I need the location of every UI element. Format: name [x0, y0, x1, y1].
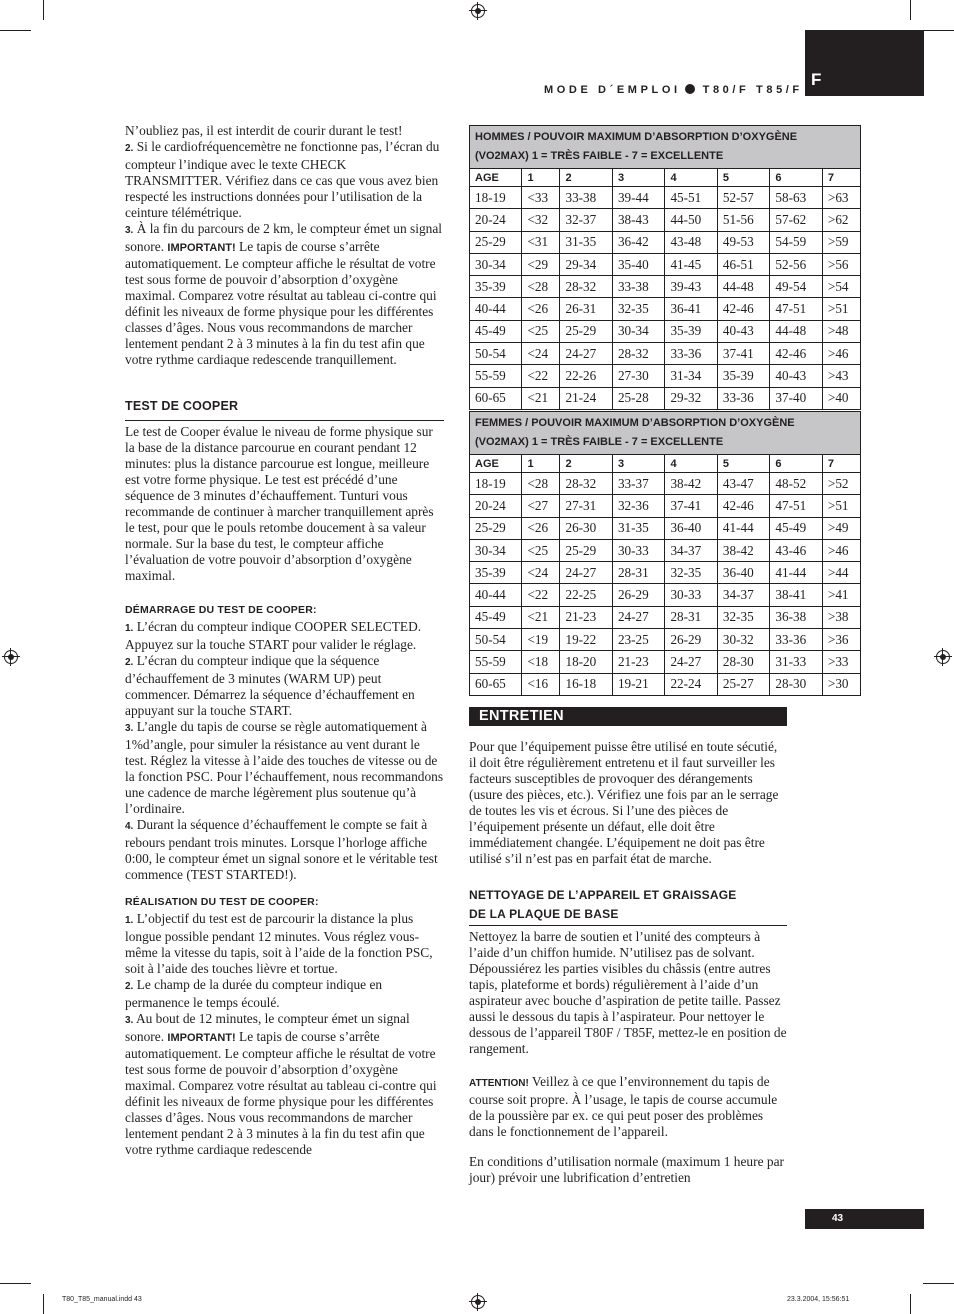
- table-cell: 47-51: [770, 495, 822, 517]
- table-cell: 22-26: [560, 365, 612, 387]
- table-cell: 41-44: [770, 562, 822, 584]
- table-cell: 30-34: [470, 253, 522, 275]
- table-cell: 43-47: [717, 473, 769, 495]
- attention-paragraph: ATTENTION! Veillez à ce que l’environnement du tapis de course soit propre. À l’usage, le tapis de course accumule de la poussière par ex. ce qui peut poser des problèmes dans le fonctionnement de l’appareil.: [469, 1074, 778, 1139]
- table-header-cell: 5: [717, 455, 769, 473]
- table-cell: 40-43: [770, 365, 822, 387]
- table-cell: 34-37: [665, 539, 717, 561]
- table-cell: 51-56: [717, 209, 769, 231]
- table-cell: >54: [822, 276, 860, 298]
- registration-mark-icon: [4, 650, 18, 664]
- table-cell: 48-52: [770, 473, 822, 495]
- divider: [125, 420, 444, 421]
- table-header-cell: 4: [665, 169, 717, 187]
- table-row: [470, 473, 861, 495]
- table-cell: <24: [522, 343, 560, 365]
- table-cell: 24-27: [612, 606, 664, 628]
- table-cell: 54-59: [770, 231, 822, 253]
- table-cell: >40: [822, 387, 860, 409]
- table-cell: 38-42: [665, 473, 717, 495]
- table-header-cell: 6: [770, 455, 822, 473]
- registration-mark-icon: [936, 650, 950, 664]
- table-cell: 34-37: [717, 584, 769, 606]
- table-row: [470, 562, 861, 584]
- table-cell: 37-40: [770, 387, 822, 409]
- table-cell: 22-24: [665, 673, 717, 695]
- table-cell: 47-51: [770, 298, 822, 320]
- table-cell: 35-39: [717, 365, 769, 387]
- table-cell: 35-39: [470, 562, 522, 584]
- table-header-row: [470, 455, 861, 473]
- table-cell: 50-54: [470, 343, 522, 365]
- list-item: 4. Durant la séquence d’échauffement le compte se fait à rebours pendant trois minutes. Lorsque l’horloge affiche 0:00, le compteur émet un signal sonore et le véritable test commence (TEST STARTED!).: [125, 817, 438, 882]
- footer-filename: T80_T85_manual.indd 43: [62, 1296, 142, 1303]
- table-cell: 26-31: [560, 298, 612, 320]
- table-cell: <22: [522, 365, 560, 387]
- table-cell: 28-32: [560, 473, 612, 495]
- table-title: FEMMES / POUVOIR MAXIMUM D’ABSORPTION D’OXYGÈNE (VO2MAX) 1 = TRÈS FAIBLE - 7 = EXCELLENTE: [470, 412, 861, 455]
- list-item: 2. Le champ de la durée du compteur indique en permanence le temps écoulé.: [125, 977, 383, 1010]
- table-cell: 31-34: [665, 365, 717, 387]
- table-cell: 45-49: [470, 606, 522, 628]
- table-cell: 25-27: [717, 673, 769, 695]
- table-row: [470, 253, 861, 275]
- section-tab-label: F: [811, 70, 822, 89]
- table-cell: >56: [822, 253, 860, 275]
- list-item: 1. L’écran du compteur indique COOPER SELECTED. Appuyez sur la touche START pour valider le réglage.: [125, 619, 422, 652]
- table-cell: 28-32: [560, 276, 612, 298]
- cooper-text: Le test de Cooper évalue le niveau de forme physique sur la base de la distance parcourue en courant pendant 12 minutes: plus la distance parcourue est longue, meilleure est votre forme physique. Le test est précédé d’une séquence de 3 minutes d’échauffement. Tunturi vous recommande de continuer à marcher tranquillement après le test, pour que le pouls retombe doucement à sa valeur normale. Sur la base du test, le compteur affiche l’évaluation de votre pouvoir d’absorption d’oxygène maximal.: [125, 424, 434, 583]
- table-cell: 36-40: [665, 517, 717, 539]
- page-number-box: [805, 1209, 924, 1229]
- table-cell: 50-54: [470, 629, 522, 651]
- table-row: [470, 629, 861, 651]
- table-cell: <24: [522, 562, 560, 584]
- important-label: IMPORTANT!: [167, 242, 236, 254]
- table-cell: 30-32: [717, 629, 769, 651]
- table-cell: 26-29: [665, 629, 717, 651]
- table-cell: 24-27: [560, 562, 612, 584]
- table-cell: <25: [522, 320, 560, 342]
- table-cell: <29: [522, 253, 560, 275]
- table-cell: 52-56: [770, 253, 822, 275]
- run-steps: [125, 911, 445, 1158]
- table-cell: 38-41: [770, 584, 822, 606]
- crop-mark: [43, 1294, 44, 1314]
- table-cell: >62: [822, 209, 860, 231]
- table-cell: 39-44: [612, 187, 664, 209]
- table-cell: 57-62: [770, 209, 822, 231]
- table-cell: 25-29: [560, 539, 612, 561]
- table-cell: 36-41: [665, 298, 717, 320]
- table-cell: 42-46: [717, 495, 769, 517]
- table-cell: <16: [522, 673, 560, 695]
- table-cell: 28-31: [612, 562, 664, 584]
- table-cell: <21: [522, 606, 560, 628]
- table-header-cell: AGE: [470, 169, 522, 187]
- table-cell: 36-38: [770, 606, 822, 628]
- table-cell: 30-33: [612, 539, 664, 561]
- table-cell: >63: [822, 187, 860, 209]
- table-cell: 26-29: [612, 584, 664, 606]
- table-header-cell: 7: [822, 455, 860, 473]
- table-cell: 21-23: [612, 651, 664, 673]
- entretien-heading: ENTRETIEN: [469, 707, 787, 726]
- table-cell: 37-41: [665, 495, 717, 517]
- table-cell: 40-44: [470, 298, 522, 320]
- table-cell: >36: [822, 629, 860, 651]
- table-cell: 49-54: [770, 276, 822, 298]
- table-cell: 18-19: [470, 187, 522, 209]
- table-cell: >33: [822, 651, 860, 673]
- table-cell: 38-43: [612, 209, 664, 231]
- table-cell: <22: [522, 584, 560, 606]
- table-cell: 43-46: [770, 539, 822, 561]
- table-cell: 41-44: [717, 517, 769, 539]
- cooper-heading: TEST DE COOPER: [125, 399, 239, 413]
- table-title: HOMMES / POUVOIR MAXIMUM D’ABSORPTION D’OXYGÈNE (VO2MAX) 1 = TRÈS FAIBLE - 7 = EXCELLENTE: [470, 126, 861, 169]
- table-cell: 27-30: [612, 365, 664, 387]
- list-item: 3. Au bout de 12 minutes, le compteur émet un signal sonore. IMPORTANT! Le tapis de course s’arrête automatiquement. Le compteur affiche le résultat de votre test sous forme de pouvoir d’absorption d’oxygène maximal. Comparez votre résultat au tableau ci-contre qui définit les niveaux de forme physique pour les différentes classes d’âges. Nous vous recommandons de marcher lentement pendant 2 à 3 minutes à la fin du test afin que votre rythme cardiaque redescende: [125, 1011, 437, 1157]
- table-row: [470, 209, 861, 231]
- table-cell: >44: [822, 562, 860, 584]
- table-cell: 60-65: [470, 387, 522, 409]
- table-cell: 25-29: [560, 320, 612, 342]
- table-cell: >51: [822, 298, 860, 320]
- table-cell: 25-28: [612, 387, 664, 409]
- table-cell: 41-45: [665, 253, 717, 275]
- table-cell: 33-36: [770, 629, 822, 651]
- table-cell: >59: [822, 231, 860, 253]
- table-cell: <26: [522, 298, 560, 320]
- table-cell: >30: [822, 673, 860, 695]
- crop-mark: [0, 1283, 31, 1284]
- table-cell: 26-30: [560, 517, 612, 539]
- table-cell: 32-35: [612, 298, 664, 320]
- table-cell: 19-22: [560, 629, 612, 651]
- table-cell: >46: [822, 539, 860, 561]
- table-row: [470, 651, 861, 673]
- bullet-icon: [685, 84, 695, 94]
- table-row: [470, 584, 861, 606]
- table-cell: 18-20: [560, 651, 612, 673]
- table-cell: 40-43: [717, 320, 769, 342]
- table-cell: 39-43: [665, 276, 717, 298]
- entretien-text: Pour que l’équipement puisse être utilisé en toute sécutié, il doit être régulièrement entretenu et il faut surveiller les facteurs susceptibles de provoquer des dérangements (usure des pièces, etc.). Vérifiez une fois par an le serrage de toutes les vis et écrous. Si l’une des pièces de l’équipement présente un défaut, elle doit être immédiatement changée. L’équipement ne doit pas être utilisé s’il n’est pas en parfait état de marche.: [469, 739, 779, 866]
- table-cell: 28-30: [717, 651, 769, 673]
- table-cell: 42-46: [770, 343, 822, 365]
- table-cell: 28-30: [770, 673, 822, 695]
- table-cell: >41: [822, 584, 860, 606]
- table-cell: 60-65: [470, 673, 522, 695]
- registration-mark-icon: [471, 1295, 485, 1309]
- table-cell: <33: [522, 187, 560, 209]
- table-row: [470, 539, 861, 561]
- table-cell: 46-51: [717, 253, 769, 275]
- table-header-cell: 5: [717, 169, 769, 187]
- table-cell: <28: [522, 473, 560, 495]
- table-cell: 31-35: [612, 517, 664, 539]
- list-item: 3. L’angle du tapis de course se règle automatiquement à 1%d’angle, pour simuler la résistance au vent durant le test. Réglez la vitesse à l’aide des touches de vitesse ou de la fonction PSC. Pour l’échauffement, nous recommandons une cadence de marche légèrement plus soutenue qu’à l’ordinaire.: [125, 719, 444, 816]
- women-vo2max-table: [469, 411, 861, 696]
- table-row: [470, 606, 861, 628]
- table-cell: 42-46: [717, 298, 769, 320]
- table-cell: 25-29: [470, 231, 522, 253]
- start-steps: [125, 619, 445, 883]
- table-cell: 43-48: [665, 231, 717, 253]
- table-cell: 44-48: [770, 320, 822, 342]
- left-column: [125, 123, 445, 368]
- table-cell: <27: [522, 495, 560, 517]
- table-cell: <26: [522, 517, 560, 539]
- table-cell: 35-39: [665, 320, 717, 342]
- table-cell: >52: [822, 473, 860, 495]
- running-header: [544, 84, 803, 96]
- list-item: 2. L’écran du compteur indique que la séquence d’échauffement de 3 minutes (WARM UP) peut commencer. Démarrez la séquence d’échauffement en appuyant sur la touche START.: [125, 653, 415, 718]
- table-cell: 21-23: [560, 606, 612, 628]
- table-cell: <31: [522, 231, 560, 253]
- table-cell: 33-38: [612, 276, 664, 298]
- table-cell: 24-27: [560, 343, 612, 365]
- section-tab: [805, 30, 924, 96]
- table-cell: 27-31: [560, 495, 612, 517]
- table-row: [470, 495, 861, 517]
- table-cell: 28-32: [612, 343, 664, 365]
- cleaning-heading: NETTOYAGE DE L’APPAREIL ET GRAISSAGE DE LA PLAQUE DE BASE: [469, 888, 737, 921]
- table-cell: 22-25: [560, 584, 612, 606]
- crop-mark: [923, 30, 954, 31]
- table-cell: 16-18: [560, 673, 612, 695]
- table-header-cell: 2: [560, 455, 612, 473]
- table-cell: <32: [522, 209, 560, 231]
- header-model: T80/F T85/F: [702, 84, 803, 96]
- table-cell: 36-40: [717, 562, 769, 584]
- list-item: 2. Si le cardiofréquencemètre ne fonctionne pas, l’écran du compteur l’indique avec le texte CHECK TRANSMITTER. Vérifiez dans ce cas que vous avez bien respecté les instructions données pour l’utilisation de la ceinture télémétrique.: [125, 139, 440, 220]
- cleaning-text: Nettoyez la barre de soutien et l’unité des compteurs à l’aide d’un chiffon humide. N’utilisez pas de solvant. Dépoussiérez les parties visibles du châssis (entre autres tapis, plateforme et bords) régulièrement à l’aide d’un aspirateur avec bouche d’aspiration de petite taille. Passez aussi le dessous du tapis à l’aspirateur. Pour nettoyer le dessous de l’appareil T80F / T85F, mettez-le en position de rangement.: [469, 929, 787, 1056]
- table-cell: 32-36: [612, 495, 664, 517]
- crop-mark: [0, 30, 31, 31]
- table-cell: 30-34: [612, 320, 664, 342]
- header-mode: MODE D´EMPLOI: [544, 84, 681, 96]
- table-cell: >48: [822, 320, 860, 342]
- table-cell: 32-35: [665, 562, 717, 584]
- registration-mark-icon: [471, 4, 485, 18]
- table-cell: 29-32: [665, 387, 717, 409]
- table-cell: 20-24: [470, 209, 522, 231]
- divider: [469, 925, 787, 926]
- table-cell: 33-38: [560, 187, 612, 209]
- table-cell: 58-63: [770, 187, 822, 209]
- table-header-row: [470, 169, 861, 187]
- list-item: 3. À la fin du parcours de 2 km, le compteur émet un signal sonore. IMPORTANT! Le tapis de course s’arrête automatiquement. Le compteur affiche le résultat de votre test sous forme de pouvoir d’absorption d’oxygène maximal. Comparez votre résultat au tableau ci-contre qui définit les niveaux de forme physique pour les différentes classes d’âges. Nous vous recommandons de marcher lentement pendant 2 à 3 minutes à la fin du test afin que votre rythme cardiaque redescende tranquillement.: [125, 221, 443, 367]
- table-row: [470, 298, 861, 320]
- crop-mark: [43, 0, 44, 20]
- table-cell: >38: [822, 606, 860, 628]
- table-cell: 30-34: [470, 539, 522, 561]
- table-header-cell: 3: [612, 169, 664, 187]
- table-cell: 55-59: [470, 651, 522, 673]
- important-label: IMPORTANT!: [167, 1032, 236, 1044]
- page-number: 43: [832, 1213, 844, 1224]
- table-cell: 33-36: [717, 387, 769, 409]
- lubrication-text: En conditions d’utilisation normale (maximum 1 heure par jour) prévoir une lubrification d’entretien: [469, 1154, 784, 1185]
- table-cell: >49: [822, 517, 860, 539]
- table-row: [470, 517, 861, 539]
- start-heading: DÉMARRAGE DU TEST DE COOPER:: [125, 604, 317, 616]
- table-row: [470, 365, 861, 387]
- table-cell: 45-49: [770, 517, 822, 539]
- table-cell: <21: [522, 387, 560, 409]
- list-item: 1. L’objectif du test est de parcourir la distance la plus longue possible pendant 12 minutes. Vous réglez vous-même la vitesse du tapis, soit à l’aide de la fonction PSC, soit à l’aide des touches lièvre et tortue.: [125, 911, 433, 976]
- table-cell: 19-21: [612, 673, 664, 695]
- table-cell: <18: [522, 651, 560, 673]
- table-cell: 33-36: [665, 343, 717, 365]
- table-cell: 38-42: [717, 539, 769, 561]
- crop-mark: [923, 1283, 954, 1284]
- table-cell: 18-19: [470, 473, 522, 495]
- table-cell: >46: [822, 343, 860, 365]
- table-cell: 24-27: [665, 651, 717, 673]
- table-cell: 36-42: [612, 231, 664, 253]
- table-header-cell: 4: [665, 455, 717, 473]
- table-cell: <25: [522, 539, 560, 561]
- table-header-cell: 3: [612, 455, 664, 473]
- paragraph: N’oubliez pas, il est interdit de courir durant le test!: [125, 123, 403, 138]
- table-row: [470, 673, 861, 695]
- table-cell: 32-35: [717, 606, 769, 628]
- table-cell: 37-41: [717, 343, 769, 365]
- table-cell: 45-51: [665, 187, 717, 209]
- table-header-cell: 2: [560, 169, 612, 187]
- crop-mark: [910, 0, 911, 20]
- table-header-cell: 1: [522, 455, 560, 473]
- table-cell: <28: [522, 276, 560, 298]
- table-cell: 35-39: [470, 276, 522, 298]
- table-cell: <19: [522, 629, 560, 651]
- table-row: [470, 187, 861, 209]
- table-cell: 35-40: [612, 253, 664, 275]
- table-cell: 31-33: [770, 651, 822, 673]
- attention-label: ATTENTION!: [469, 1078, 529, 1089]
- table-cell: 28-31: [665, 606, 717, 628]
- table-cell: 23-25: [612, 629, 664, 651]
- table-row: [470, 231, 861, 253]
- table-row: [470, 387, 861, 409]
- table-row: [470, 276, 861, 298]
- table-header-cell: AGE: [470, 455, 522, 473]
- table-row: [470, 343, 861, 365]
- men-vo2max-table: [469, 125, 861, 410]
- footer-timestamp: 23.3.2004, 15:56:51: [787, 1296, 850, 1303]
- table-cell: 25-29: [470, 517, 522, 539]
- table-cell: 52-57: [717, 187, 769, 209]
- table-header-cell: 1: [522, 169, 560, 187]
- table-cell: 40-44: [470, 584, 522, 606]
- table-cell: 55-59: [470, 365, 522, 387]
- table-cell: 21-24: [560, 387, 612, 409]
- table-cell: 31-35: [560, 231, 612, 253]
- table-cell: 45-49: [470, 320, 522, 342]
- table-cell: 44-48: [717, 276, 769, 298]
- table-cell: 44-50: [665, 209, 717, 231]
- table-cell: 33-37: [612, 473, 664, 495]
- table-cell: 32-37: [560, 209, 612, 231]
- table-header-cell: 6: [770, 169, 822, 187]
- table-cell: 30-33: [665, 584, 717, 606]
- table-header-cell: 7: [822, 169, 860, 187]
- run-heading: RÉALISATION DU TEST DE COOPER:: [125, 896, 319, 908]
- table-cell: 49-53: [717, 231, 769, 253]
- crop-mark: [910, 1294, 911, 1314]
- table-row: [470, 320, 861, 342]
- table-cell: >43: [822, 365, 860, 387]
- table-cell: >51: [822, 495, 860, 517]
- table-cell: 20-24: [470, 495, 522, 517]
- table-cell: 29-34: [560, 253, 612, 275]
